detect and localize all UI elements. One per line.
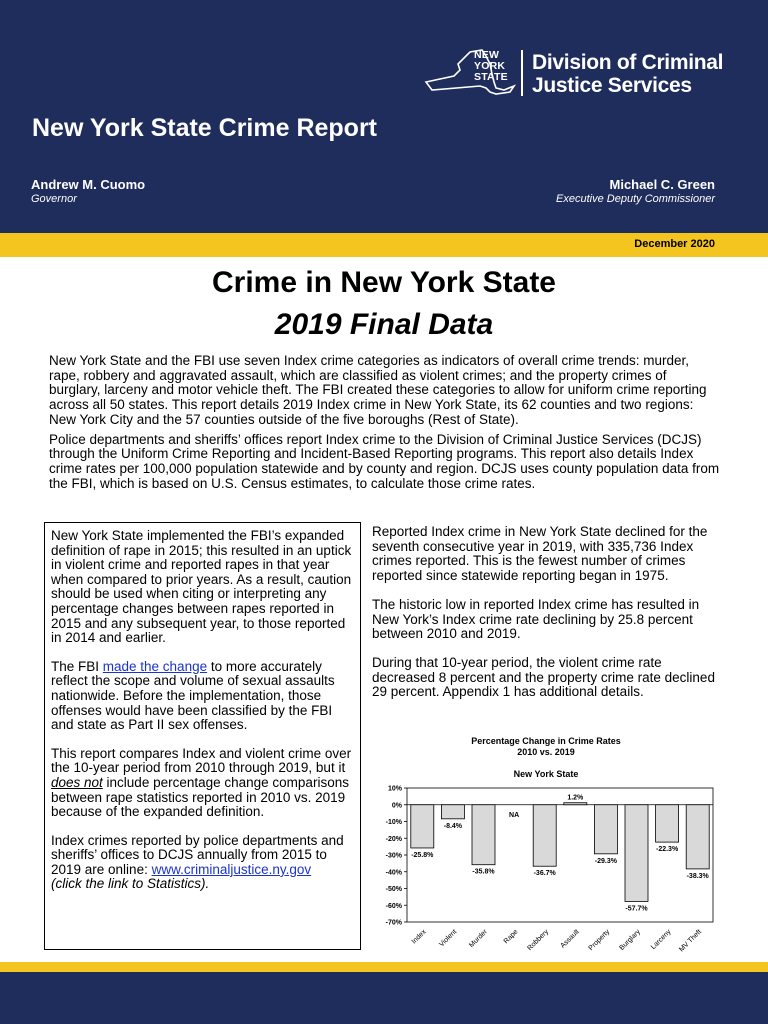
x-tick-label: Rape xyxy=(502,928,520,946)
data-label: -29.3% xyxy=(594,857,617,865)
commissioner-title: Executive Deputy Commissioner xyxy=(556,193,715,205)
x-tick-label: Property xyxy=(587,928,612,953)
y-tick-label: -50% xyxy=(385,886,402,893)
report-title: New York State Crime Report xyxy=(32,114,378,142)
data-label: -25.8% xyxy=(411,851,434,859)
bar xyxy=(594,805,617,854)
report-header xyxy=(0,0,768,233)
chart-svg xyxy=(372,730,727,960)
bar xyxy=(686,805,709,869)
bar xyxy=(656,805,679,842)
data-label: -38.3% xyxy=(686,872,709,880)
y-tick-label: 10% xyxy=(387,785,402,793)
summary-paragraph-1: Reported Index crime in New York State declined for the seventh consecutive year in 2019, with 335,736 Index crimes reported. This is the fewest number of crimes reported since statewide reporting began in 1975. xyxy=(372,524,708,584)
governor-name: Andrew M. Cuomo xyxy=(31,177,146,192)
page-subtitle: 2019 Final Data xyxy=(274,308,494,341)
data-label: NA xyxy=(509,811,520,819)
does-not-emphasis: does not xyxy=(51,774,103,790)
x-tick-label: MV Theft xyxy=(678,928,704,954)
crime-rate-chart xyxy=(372,730,727,960)
dcjs-logo xyxy=(424,44,724,104)
chart-title: Percentage Change in Crime Rates xyxy=(471,736,621,746)
sidebar-paragraph-4: Index crimes reported by police departments and sheriffs’ offices to DCJS annually from 2015 to 2019 are online: www.criminaljustice.ny.gov (click the link to Statistics). xyxy=(51,832,344,892)
intro-paragraph-2: Police departments and sheriffs’ offices report Index crime to the Division of Criminal Justice Services (DCJS) through the Uniform Crime Reporting and Incident-Based Reporting programs. This report also details Index crime rates per 100,000 population statewide and by county and region. DCJS uses county population data from the FBI, which is based on U.S. Census estimates, to calculate those crime rates. xyxy=(49,431,720,491)
agency-name: Division of Criminal Justice Services xyxy=(532,51,724,97)
made-the-change-link[interactable]: made the change xyxy=(102,658,208,674)
intro-section xyxy=(49,354,721,496)
bar xyxy=(411,805,434,848)
governor-title: Governor xyxy=(31,193,77,205)
summary-paragraph-2: The historic low in reported Index crime has resulted in New York’s Index crime rate declining by 25.8 percent between 2010 and 2019. xyxy=(372,596,700,642)
chart-inner-title: New York State xyxy=(513,769,579,779)
data-label: 1.2% xyxy=(567,794,584,802)
data-label: -35.8% xyxy=(472,868,495,876)
sidebar-paragraph-1: New York State implemented the FBI’s expanded definition of rape in 2015; this resulted in an uptick in violent crime and reported rapes in that year when compared to prior years. As a result, caution should be used when citing or interpreting any percentage changes between rapes reported in 2015 and any subsequent year, to those reported in 2014 and earlier. xyxy=(51,528,352,646)
data-label: -57.7% xyxy=(625,905,648,913)
bar xyxy=(564,803,587,805)
data-label: -22.3% xyxy=(656,846,679,854)
logo-divider xyxy=(521,50,523,96)
y-tick-label: -70% xyxy=(385,919,402,927)
y-tick-label: -60% xyxy=(385,902,402,910)
bar xyxy=(441,805,464,819)
footer-gold-bar xyxy=(0,962,768,972)
footer-navy-bar xyxy=(0,972,768,1024)
bar xyxy=(533,805,556,866)
intro-paragraph-1: New York State and the FBI use seven Index crime categories as indicators of overall crime trends: murder, rape, robbery and aggravated assault, which are classified as violent crimes; and the property crimes of burglary, larceny and motor vehicle theft. The FBI created these categories to allow for uniform crime reporting across all 50 states. This report details 2019 Index crime in New York State, its 62 counties and two regions: New York City and the 57 counties outside of the five boroughs (Rest of State). xyxy=(49,353,707,427)
x-tick-label: Assault xyxy=(559,928,581,950)
x-tick-label: Murder xyxy=(468,928,489,950)
sidebar-paragraph-2: The FBI made the change to more accurately reflect the scope and volume of sexual assaults nationwide. Before the implementation, those offenses would have been classified by the FBI and state as Part II sex offenses. xyxy=(51,658,335,733)
criminaljustice-link[interactable]: www.criminaljustice.ny.gov xyxy=(151,861,312,877)
page-title: Crime in New York State xyxy=(211,266,556,299)
report-date: December 2020 xyxy=(634,238,715,250)
y-tick-label: -40% xyxy=(385,869,402,877)
nys-logo-text: NEW YORK STATE xyxy=(474,49,508,83)
y-tick-label: 0% xyxy=(391,802,402,810)
x-tick-label: Robbery xyxy=(526,928,551,953)
sidebar-paragraph-3: This report compares Index and violent crime over the 10-year period from 2010 through 2019, but it does not include percentage change comparisons between rape statistics reported in 2010 vs. 2019 because of the expanded definition. xyxy=(51,745,352,820)
y-tick-label: -20% xyxy=(385,835,402,843)
summary-paragraph-3: During that 10-year period, the violent crime rate decreased 8 percent and the property crime rate declined 29 percent. Appendix 1 has additional details. xyxy=(372,654,715,700)
plot-area xyxy=(386,786,713,954)
x-tick-label: Violent xyxy=(438,928,459,949)
y-tick-label: -30% xyxy=(385,852,402,860)
bar xyxy=(472,805,495,865)
date-bar xyxy=(0,233,768,257)
chart-subtitle: 2010 vs. 2019 xyxy=(517,747,575,757)
rape-definition-sidebar xyxy=(44,522,361,950)
y-tick-label: -10% xyxy=(385,819,402,826)
summary-section xyxy=(372,525,722,714)
bar xyxy=(625,805,648,902)
commissioner-name: Michael C. Green xyxy=(609,177,715,192)
x-tick-label: Index xyxy=(410,928,428,946)
x-tick-label: Larceny xyxy=(649,928,673,952)
data-label: -36.7% xyxy=(533,870,556,878)
data-label: -8.4% xyxy=(443,822,463,830)
x-tick-label: Burglary xyxy=(618,928,642,952)
